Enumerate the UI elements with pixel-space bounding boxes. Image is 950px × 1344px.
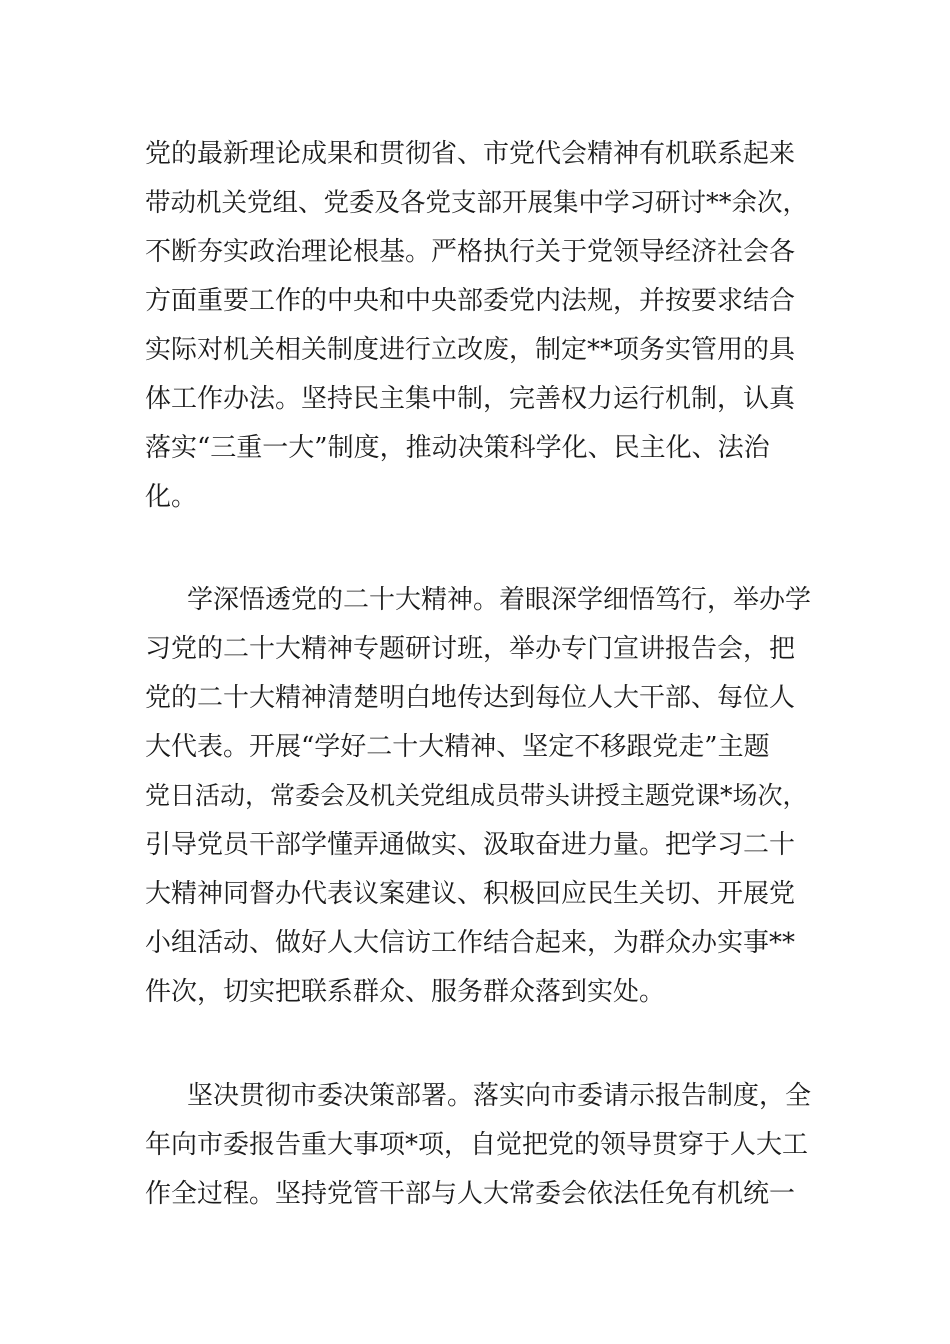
paragraph-2-line-9: 件次，切实把联系群众、服务群众落到实处。 xyxy=(145,977,666,1007)
paragraph-3-line-3: 作全过程。坚持党管干部与人大常委会依法任免有机统一 xyxy=(145,1179,796,1209)
paragraph-3-line-1: 坚决贯彻市委决策部署。落实向市委请示报告制度，全 xyxy=(187,1081,812,1111)
paragraph-2-line-7: 大精神同督办代表议案建议、积极回应民生关切、开展党 xyxy=(145,879,796,909)
paragraph-1-line-1: 党的最新理论成果和贯彻省、市党代会精神有机联系起来 xyxy=(145,139,796,169)
paragraph-2-line-6: 引导党员干部学懂弄通做实、汲取奋进力量。把学习二十 xyxy=(145,830,796,860)
paragraph-2-line-8: 小组活动、做好人大信访工作结合起来，为群众办实事** xyxy=(145,928,796,958)
paragraph-3-line-2: 年向市委报告重大事项*项，自觉把党的领导贯穿于人大工 xyxy=(145,1130,809,1160)
paragraph-2-line-5: 党日活动，常委会及机关党组成员带头讲授主题党课*场次， xyxy=(145,781,808,810)
paragraph-2-line-4: 大代表。开展“学好二十大精神、坚定不移跟党走”主题 xyxy=(145,732,770,762)
paragraph-1-line-4: 方面重要工作的中央和中央部委党内法规，并按要求结合 xyxy=(145,286,796,316)
paragraph-1-line-8: 化。 xyxy=(145,482,198,512)
paragraph-2-line-1: 学深悟透党的二十大精神。着眼深学细悟笃行，举办学 xyxy=(187,585,812,615)
paragraph-1-line-7: 落实“三重一大”制度，推动决策科学化、民主化、法治 xyxy=(145,433,770,463)
paragraph-1-line-3: 不断夯实政治理论根基。严格执行关于党领导经济社会各 xyxy=(145,237,796,267)
paragraph-2-line-3: 党的二十大精神清楚明白地传达到每位人大干部、每位人 xyxy=(145,683,796,713)
paragraph-1-line-6: 体工作办法。坚持民主集中制，完善权力运行机制，认真 xyxy=(145,384,796,414)
paragraph-2-line-2: 习党的二十大精神专题研讨班，举办专门宣讲报告会，把 xyxy=(145,634,796,664)
paragraph-1-line-5: 实际对机关相关制度进行立改废，制定**项务实管用的具 xyxy=(145,335,796,365)
paragraph-1-line-2: 带动机关党组、党委及各党支部开展集中学习研讨**余次， xyxy=(145,188,809,218)
